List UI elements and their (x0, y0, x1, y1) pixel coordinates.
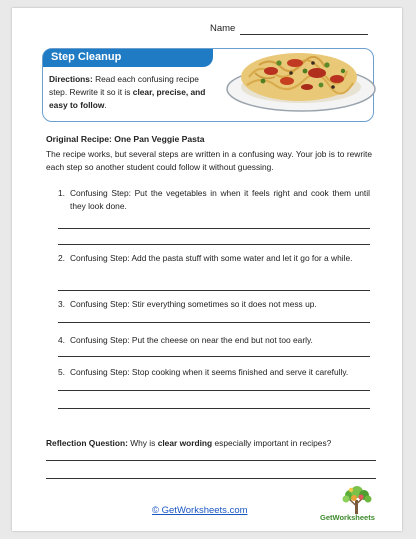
step-2 (58, 252, 370, 265)
directions (49, 73, 209, 112)
step-number: 3. (58, 299, 65, 309)
answer-line[interactable] (58, 290, 370, 291)
step-text: Confusing Step: Stop cooking when it seems finished and serve it carefully. (70, 367, 349, 377)
logo-text: GetWorksheets (320, 513, 375, 522)
answer-line[interactable] (58, 322, 370, 323)
answer-line[interactable] (58, 390, 370, 391)
footer-link[interactable]: © GetWorksheets.com (152, 505, 248, 516)
step-number: 5. (58, 367, 65, 377)
page-title: Step Cleanup (51, 51, 122, 63)
step-text: Confusing Step: Put the cheese on near the end but not too early. (70, 335, 313, 345)
step-number: 1. (58, 188, 65, 198)
header-box (42, 48, 374, 122)
step-1 (58, 187, 370, 212)
answer-line[interactable] (58, 356, 370, 357)
directions-text: Read each confusing recipe step. Rewrite it so it is (49, 74, 199, 97)
step-4 (58, 334, 370, 347)
answer-line[interactable] (46, 460, 376, 461)
answer-line[interactable] (58, 244, 370, 245)
directions-emphasis: clear, precise, and easy to follow (49, 87, 206, 110)
directions-label: Directions: (49, 74, 93, 84)
directions-end: . (104, 100, 107, 110)
reflection-text-after: especially important in recipes? (212, 438, 332, 448)
name-label: Name (210, 23, 236, 34)
worksheet-page (12, 8, 402, 531)
recipe-title: Original Recipe: One Pan Veggie Pasta (46, 134, 205, 144)
step-number: 2. (58, 253, 65, 263)
recipe-intro: The recipe works, but several steps are written in a confusing way. Your job is to rewrite each step so another student could follow it without guessing. (46, 149, 372, 172)
reflection-question (46, 438, 376, 448)
header-tab (43, 49, 213, 67)
step-5 (58, 366, 370, 379)
step-text: Confusing Step: Add the pasta stuff with some water and let it go for a while. (70, 253, 353, 263)
answer-line[interactable] (58, 228, 370, 229)
pasta-plate-illustration (219, 43, 379, 117)
answer-line[interactable] (58, 408, 370, 409)
name-line[interactable] (240, 34, 368, 35)
reflection-emphasis: clear wording (157, 438, 213, 448)
step-text: Confusing Step: Stir everything sometimes so it does not mess up. (70, 299, 317, 309)
reflection-label: Reflection Question: (46, 438, 128, 448)
reflection-text-before: Why is (127, 438, 158, 448)
step-number: 4. (58, 335, 65, 345)
tree-icon (320, 486, 396, 516)
answer-line[interactable] (46, 478, 376, 479)
getworksheets-logo (320, 486, 396, 526)
step-3 (58, 298, 370, 311)
step-text: Confusing Step: Put the vegetables in when it feels right and cook them until they look done. (70, 188, 370, 211)
